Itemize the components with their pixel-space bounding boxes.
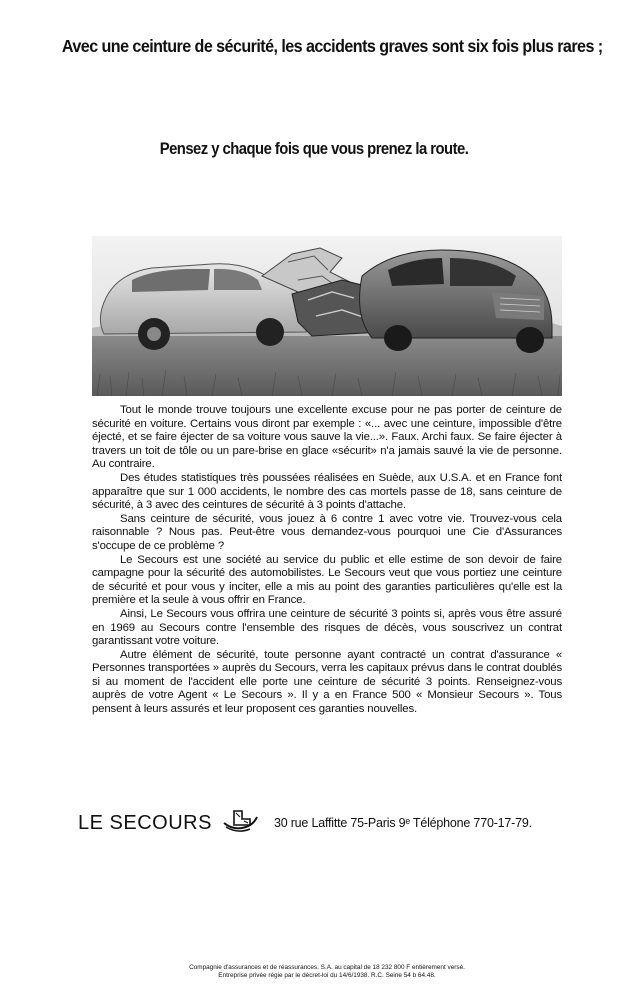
paragraph-6: Autre élément de sécurité, toute personne ayant contracté un contrat d'assurance « Personnes transportées » auprès du Secours, verra les capitaux prévus dans le contrat doublés si au moment de l'accident elle porte une ceinture de sécurité 3 points. Renseignez-vous auprès de votre Agent « Le Secours ». Il y a en France 500 « Monsieur Secours ». Tous pensent à leurs assurés et leur proposent ces garanties nouvelles. — [92, 648, 562, 716]
company-address: 30 rue Laffitte 75-Paris 9ᵉ Téléphone 770-17-79. — [273, 816, 532, 830]
article-body — [92, 404, 562, 717]
le-secours-logo-icon — [220, 807, 260, 840]
brand-name: LE SECOURS — [78, 811, 212, 834]
paragraph-2: Des études statistiques très poussées réalisées en Suède, aux U.S.A. et en France font apparaître que sur 1 000 accidents, le nombre des cas mortels passe de 18, sans ceinture de sécurité, à 3 avec des ceintures de sécurité à 3 points d'attache. — [92, 471, 562, 512]
paragraph-5: Ainsi, Le Secours vous offrira une ceinture de sécurité 3 points si, après vous être assuré en 1969 au Secours contre l'ensemble des risques de décès, vous souscrivez un contrat garantissant votre voiture. — [92, 607, 562, 648]
car-crash-photo — [92, 236, 562, 396]
company-signature — [78, 808, 578, 838]
legal-line-1: Compagnie d'assurances et de réassurances. S.A. au capital de 18 232 800 F entièrement versé. — [189, 964, 465, 971]
legal-line-2: Entreprise privée régie par le décret-loi du 14/6/1938. R.C. Seine 54 b 64.48. — [218, 972, 436, 979]
legal-notice — [92, 964, 562, 980]
subheadline: Pensez y chaque fois que vous prenez la route. — [159, 140, 469, 158]
paragraph-4: Le Secours est une société au service du public et elle estime de son devoir de faire campagne pour la sécurité des automobilistes. Le Secours veut que vous portiez une ceinture de sécurité et pour vous y inciter, elle a mis au point des garanties particulières qu'elle est la première et la seule à vous offrir en France. — [92, 553, 562, 607]
headline: Avec une ceinture de sécurité, les accidents graves sont six fois plus rares ; — [61, 36, 603, 56]
paragraph-3: Sans ceinture de sécurité, vous jouez à 6 contre 1 avec votre vie. Trouvez-vous cela raisonnable ? Nous pas. Peut-être vous demandez-vous pourquoi une Cie d'Assurances s'occupe de ce problème ? — [92, 512, 562, 552]
paragraph-1: Tout le monde trouve toujours une excellente excuse pour ne pas porter de ceinture de sécurité en voiture. Certains vous diront par exemple : «... avec une ceinture, impossible d'être éjecté, et se faire éjecter de sa voiture vous sauve la vie...». Faux. Archi faux. Se faire éjecter à travers un toit de tôle ou un pare-brise en glace «sécurit» n'a jamais sauvé la vie de personne. Au contraire. — [92, 404, 562, 471]
